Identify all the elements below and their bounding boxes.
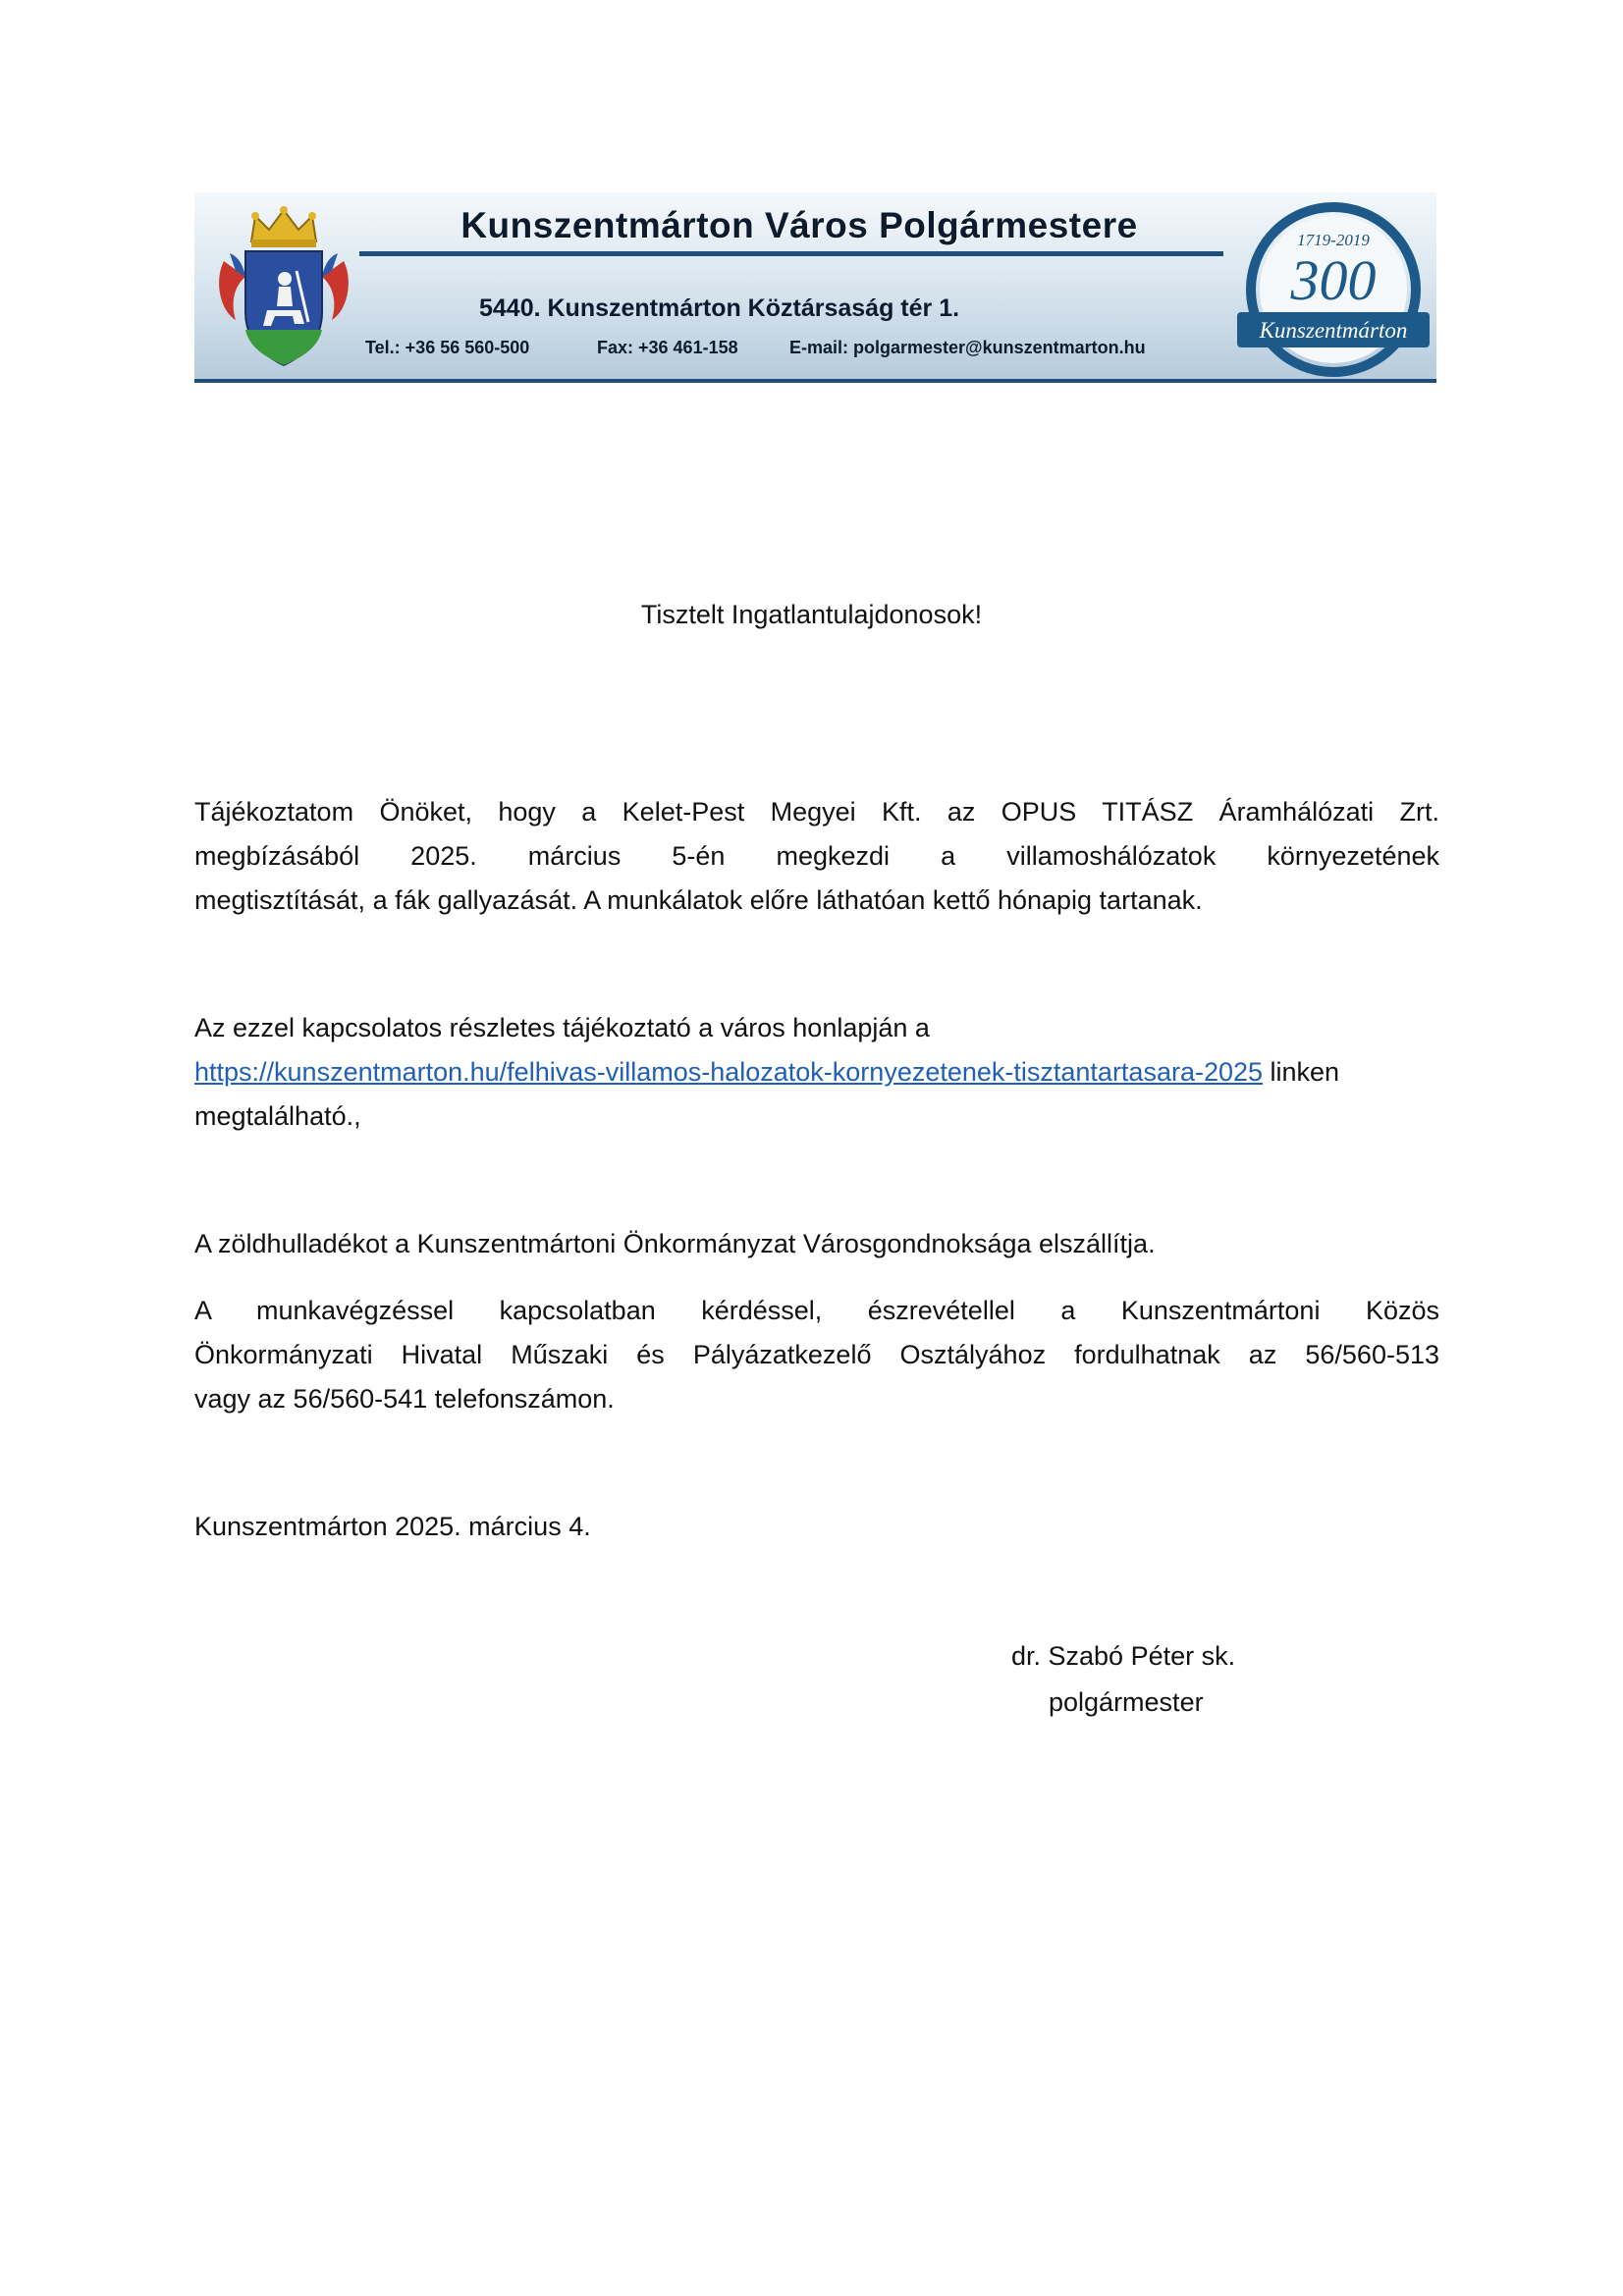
paragraph-line: Önkormányzati Hivatal Műszaki és Pályázatkezelő Osztályához fordulhatnak az 56/560-513: [194, 1340, 1439, 1369]
paragraph-line: [194, 1050, 1439, 1095]
paragraph-line: Az ezzel kapcsolatos részletes tájékoztató a város honlapján a: [194, 1013, 930, 1042]
paragraph-contact: [194, 1289, 1439, 1421]
paragraph-line: vagy az 56/560-541 telefonszámon.: [194, 1384, 615, 1414]
anniversary-years: 1719-2019: [1297, 231, 1370, 249]
letterhead-title: Kunszentmárton Város Polgármestere: [460, 205, 1138, 245]
paragraph-line: A munkavégzéssel kapcsolatban kérdéssel, észrevétellel a Kunszentmártoni Közös: [194, 1296, 1439, 1325]
paragraph-line: megbízásából 2025. március 5-én megkezdi a villamoshálózatok környezetének: [194, 841, 1439, 871]
anniversary-town: Kunszentmárton: [1259, 318, 1408, 343]
paragraph-line: Tájékoztatom Önöket, hogy a Kelet-Pest Megyei Kft. az OPUS TITÁSZ Áramhálózati Zrt.: [194, 797, 1439, 827]
letterhead-fax: Fax: +36 461-158: [597, 338, 738, 357]
coat-of-arms-icon: [210, 202, 357, 373]
paragraph-details: [194, 1006, 1439, 1139]
letterhead-title-rule: [359, 251, 1223, 256]
paragraph-notice: [194, 790, 1439, 923]
letterhead-email: E-mail: polgarmester@kunszentmarton.hu: [789, 338, 1146, 357]
letterhead-phone: Tel.: +36 56 560-500: [365, 338, 530, 357]
document-date: Kunszentmárton 2025. március 4.: [194, 1512, 591, 1541]
letterhead-address: 5440. Kunszentmárton Köztársaság tér 1.: [479, 294, 960, 322]
signer-name: dr. Szabó Péter sk.: [1011, 1641, 1236, 1671]
signer-title: polgármester: [1049, 1687, 1204, 1717]
letterhead-contacts: [365, 338, 1146, 358]
website-link[interactable]: https://kunszentmarton.hu/felhivas-villamos-halozatok-kornyezetenek-tisztantartasara-2025: [194, 1057, 1264, 1087]
greeting: Tisztelt Ingatlantulajdonosok!: [640, 600, 983, 629]
paragraph-line: megtalálható.,: [194, 1101, 361, 1131]
anniversary-number: 300: [1290, 248, 1377, 312]
paragraph-green-waste: [194, 1222, 1439, 1266]
paragraph-line: megtisztítását, a fák gallyazását. A munkálatok előre láthatóan kettő hónapig tartanak.: [194, 885, 1203, 915]
anniversary-logo: [1235, 196, 1432, 379]
link-suffix: linken: [1263, 1057, 1340, 1087]
letterhead: [194, 192, 1436, 383]
letterhead-bottom-rule: [194, 379, 1436, 383]
paragraph-line: A zöldhulladékot a Kunszentmártoni Önkormányzat Városgondnoksága elszállítja.: [194, 1229, 1156, 1258]
